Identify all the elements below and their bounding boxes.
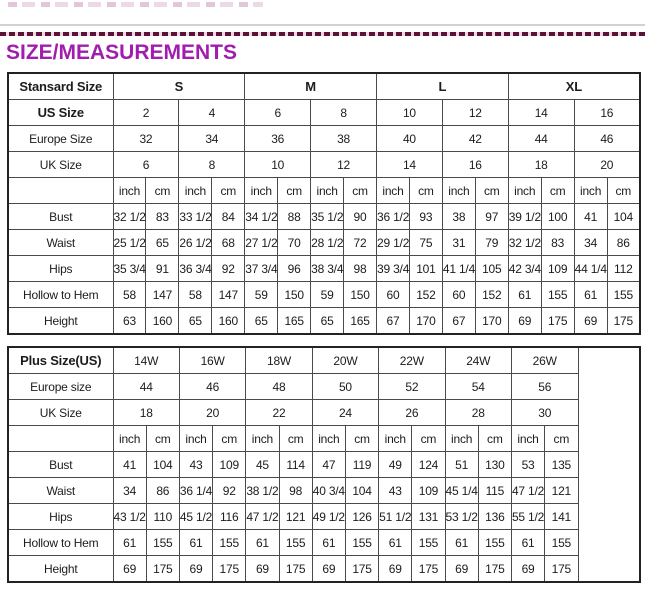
measurement-cell: 147: [146, 282, 179, 308]
size-cell: 12: [311, 152, 377, 178]
size-cell: 28: [445, 400, 511, 426]
measurement-cell: 152: [475, 282, 508, 308]
size-cell: 16: [574, 100, 640, 126]
measurement-cell: 38 3/4: [311, 256, 344, 282]
unit-header: inch: [179, 426, 212, 452]
measurement-cell: 67: [377, 308, 410, 335]
size-group-header: XL: [508, 73, 640, 100]
measurement-cell: 49: [379, 452, 412, 478]
measurement-cell: 165: [278, 308, 311, 335]
measurement-cell: 75: [409, 230, 442, 256]
size-cell: 38: [311, 126, 377, 152]
measurement-cell: 97: [475, 204, 508, 230]
unit-header: inch: [246, 426, 279, 452]
measurement-cell: 34: [574, 230, 607, 256]
size-cell: 46: [574, 126, 640, 152]
measurement-cell: 69: [379, 556, 412, 583]
measurement-cell: 65: [146, 230, 179, 256]
measurement-cell: 51 1/2: [379, 504, 412, 530]
measurement-cell: 101: [409, 256, 442, 282]
unit-header: inch: [445, 426, 478, 452]
size-cell: 48: [246, 374, 312, 400]
unit-header: inch: [179, 178, 212, 204]
measurement-cell: 155: [412, 530, 445, 556]
unit-header: cm: [412, 426, 445, 452]
unit-row-label: [8, 178, 113, 204]
unit-header: inch: [113, 426, 146, 452]
measurement-cell: 69: [445, 556, 478, 583]
size-cell: 6: [113, 152, 179, 178]
measurement-cell: 93: [409, 204, 442, 230]
size-cell: 24: [312, 400, 378, 426]
measurement-cell: 175: [146, 556, 179, 583]
empty-column-cell: [578, 347, 640, 582]
measurement-cell: 53 1/2: [445, 504, 478, 530]
measurement-cell: 130: [478, 452, 511, 478]
size-cell: 22: [246, 400, 312, 426]
unit-header: inch: [511, 426, 544, 452]
measurement-cell: 131: [412, 504, 445, 530]
measurement-cell: 155: [279, 530, 312, 556]
size-cell: 56: [511, 374, 578, 400]
measurement-cell: 175: [213, 556, 246, 583]
measurement-cell: 100: [541, 204, 574, 230]
measurement-cell: 47 1/2: [511, 478, 544, 504]
measurement-cell: 150: [278, 282, 311, 308]
page-title: SIZE/MEASUREMENTS: [6, 41, 238, 64]
measurement-cell: 150: [344, 282, 377, 308]
measurement-cell: 47: [312, 452, 345, 478]
measurement-cell: 36 1/4: [179, 478, 212, 504]
unit-header: cm: [478, 426, 511, 452]
measurement-cell: 175: [478, 556, 511, 583]
row-label: Hips: [8, 256, 113, 282]
measurement-cell: 61: [508, 282, 541, 308]
unit-header: cm: [475, 178, 508, 204]
size-cell: 46: [179, 374, 245, 400]
dashed-divider: [0, 32, 645, 36]
size-cell: 8: [311, 100, 377, 126]
unit-header: cm: [545, 426, 578, 452]
measurement-cell: 175: [279, 556, 312, 583]
size-cell: 6: [245, 100, 311, 126]
measurement-cell: 69: [179, 556, 212, 583]
measurement-cell: 59: [245, 282, 278, 308]
size-cell: 14: [377, 152, 443, 178]
measurement-cell: 43: [379, 478, 412, 504]
size-cell: 54: [445, 374, 511, 400]
measurement-cell: 170: [475, 308, 508, 335]
size-group-header: 16W: [179, 347, 245, 374]
standard-size-table: [7, 72, 641, 335]
measurement-cell: 175: [412, 556, 445, 583]
measurement-cell: 147: [212, 282, 245, 308]
measurement-cell: 69: [312, 556, 345, 583]
measurement-cell: 160: [212, 308, 245, 335]
divider-line: [0, 24, 645, 26]
measurement-cell: 45: [246, 452, 279, 478]
size-cell: 36: [245, 126, 311, 152]
measurement-cell: 175: [345, 556, 378, 583]
row-label: Europe Size: [8, 126, 113, 152]
measurement-cell: 155: [146, 530, 179, 556]
unit-header: cm: [212, 178, 245, 204]
measurement-cell: 53: [511, 452, 544, 478]
measurement-cell: 69: [574, 308, 607, 335]
measurement-cell: 25 1/2: [113, 230, 146, 256]
measurement-cell: 58: [179, 282, 212, 308]
measurement-cell: 31: [442, 230, 475, 256]
measurement-cell: 34: [113, 478, 146, 504]
measurement-cell: 124: [412, 452, 445, 478]
measurement-cell: 126: [345, 504, 378, 530]
measurement-cell: 155: [607, 282, 640, 308]
measurement-cell: 165: [344, 308, 377, 335]
size-group-header: 20W: [312, 347, 378, 374]
measurement-cell: 69: [508, 308, 541, 335]
measurement-cell: 29 1/2: [377, 230, 410, 256]
row-label: UK Size: [8, 400, 113, 426]
measurement-cell: 60: [442, 282, 475, 308]
measurement-cell: 61: [574, 282, 607, 308]
measurement-cell: 121: [545, 478, 578, 504]
size-group-header: L: [377, 73, 509, 100]
measurement-cell: 84: [212, 204, 245, 230]
measurement-cell: 79: [475, 230, 508, 256]
size-cell: 18: [113, 400, 179, 426]
unit-header: inch: [311, 178, 344, 204]
size-cell: 12: [442, 100, 508, 126]
size-cell: 20: [179, 400, 245, 426]
unit-header: cm: [146, 426, 179, 452]
measurement-cell: 152: [409, 282, 442, 308]
measurement-cell: 65: [179, 308, 212, 335]
measurement-cell: 38 1/2: [246, 478, 279, 504]
size-group-header: 14W: [113, 347, 179, 374]
size-cell: 10: [377, 100, 443, 126]
measurement-cell: 27 1/2: [245, 230, 278, 256]
measurement-cell: 47 1/2: [246, 504, 279, 530]
size-cell: 32: [113, 126, 179, 152]
unit-row-label: [8, 426, 113, 452]
measurement-cell: 35 1/2: [311, 204, 344, 230]
size-cell: 26: [379, 400, 445, 426]
measurement-cell: 115: [478, 478, 511, 504]
row-label: UK Size: [8, 152, 113, 178]
measurement-cell: 32 1/2: [113, 204, 146, 230]
unit-header: cm: [541, 178, 574, 204]
size-cell: 16: [442, 152, 508, 178]
measurement-cell: 61: [179, 530, 212, 556]
measurement-cell: 170: [409, 308, 442, 335]
measurement-cell: 61: [312, 530, 345, 556]
unit-header: inch: [574, 178, 607, 204]
size-cell: 10: [245, 152, 311, 178]
measurement-cell: 175: [545, 556, 578, 583]
measurement-cell: 160: [146, 308, 179, 335]
measurement-cell: 43: [179, 452, 212, 478]
measurement-cell: 155: [545, 530, 578, 556]
measurement-cell: 63: [113, 308, 146, 335]
unit-header: cm: [146, 178, 179, 204]
size-cell: 40: [377, 126, 443, 152]
measurement-cell: 41 1/4: [442, 256, 475, 282]
size-group-header: 24W: [445, 347, 511, 374]
size-cell: 50: [312, 374, 378, 400]
measurement-cell: 91: [146, 256, 179, 282]
measurement-cell: 44 1/4: [574, 256, 607, 282]
measurement-cell: 110: [146, 504, 179, 530]
unit-header: inch: [379, 426, 412, 452]
size-group-header: 22W: [379, 347, 445, 374]
unit-header: inch: [442, 178, 475, 204]
measurement-cell: 61: [246, 530, 279, 556]
measurement-cell: 61: [445, 530, 478, 556]
row-label: Europe size: [8, 374, 113, 400]
measurement-cell: 119: [345, 452, 378, 478]
measurement-cell: 116: [213, 504, 246, 530]
table-header-label: Stansard Size: [8, 73, 113, 100]
measurement-cell: 92: [213, 478, 246, 504]
measurement-cell: 175: [541, 308, 574, 335]
row-label: Height: [8, 556, 113, 583]
measurement-cell: 155: [541, 282, 574, 308]
unit-header: inch: [377, 178, 410, 204]
unit-header: cm: [344, 178, 377, 204]
size-group-header: 26W: [511, 347, 578, 374]
measurement-cell: 72: [344, 230, 377, 256]
size-cell: 14: [508, 100, 574, 126]
measurement-cell: 65: [311, 308, 344, 335]
row-label: Height: [8, 308, 113, 335]
measurement-cell: 61: [379, 530, 412, 556]
measurement-cell: 39 1/2: [508, 204, 541, 230]
size-cell: 4: [179, 100, 245, 126]
measurement-cell: 36 3/4: [179, 256, 212, 282]
measurement-cell: 114: [279, 452, 312, 478]
measurement-cell: 45 1/4: [445, 478, 478, 504]
measurement-cell: 88: [278, 204, 311, 230]
measurement-cell: 69: [113, 556, 146, 583]
unit-header: inch: [508, 178, 541, 204]
measurement-cell: 86: [607, 230, 640, 256]
measurement-cell: 45 1/2: [179, 504, 212, 530]
measurement-cell: 83: [541, 230, 574, 256]
measurement-cell: 41: [113, 452, 146, 478]
measurement-cell: 28 1/2: [311, 230, 344, 256]
measurement-cell: 155: [345, 530, 378, 556]
measurement-cell: 98: [344, 256, 377, 282]
size-group-header: 18W: [246, 347, 312, 374]
measurement-cell: 60: [377, 282, 410, 308]
measurement-cell: 92: [212, 256, 245, 282]
measurement-cell: 70: [278, 230, 311, 256]
row-label: Bust: [8, 452, 113, 478]
measurement-cell: 135: [545, 452, 578, 478]
row-label: Waist: [8, 230, 113, 256]
measurement-cell: 37 3/4: [245, 256, 278, 282]
size-cell: 18: [508, 152, 574, 178]
measurement-cell: 155: [478, 530, 511, 556]
measurement-cell: 121: [279, 504, 312, 530]
row-label: Hollow to Hem: [8, 530, 113, 556]
measurement-cell: 104: [607, 204, 640, 230]
unit-header: cm: [345, 426, 378, 452]
measurement-cell: 175: [607, 308, 640, 335]
unit-header: inch: [312, 426, 345, 452]
measurement-cell: 42 3/4: [508, 256, 541, 282]
size-cell: 44: [508, 126, 574, 152]
row-label: Bust: [8, 204, 113, 230]
measurement-cell: 109: [412, 478, 445, 504]
size-group-header: S: [113, 73, 245, 100]
measurement-cell: 65: [245, 308, 278, 335]
cut-off-text-strip: [8, 2, 263, 7]
measurement-cell: 36 1/2: [377, 204, 410, 230]
measurement-cell: 49 1/2: [312, 504, 345, 530]
measurement-cell: 61: [511, 530, 544, 556]
measurement-cell: 136: [478, 504, 511, 530]
measurement-cell: 55 1/2: [511, 504, 544, 530]
measurement-cell: 41: [574, 204, 607, 230]
measurement-cell: 69: [511, 556, 544, 583]
measurement-cell: 51: [445, 452, 478, 478]
measurement-cell: 104: [146, 452, 179, 478]
measurement-cell: 83: [146, 204, 179, 230]
measurement-cell: 26 1/2: [179, 230, 212, 256]
measurement-cell: 96: [278, 256, 311, 282]
measurement-cell: 68: [212, 230, 245, 256]
unit-header: cm: [607, 178, 640, 204]
measurement-cell: 35 3/4: [113, 256, 146, 282]
measurement-cell: 38: [442, 204, 475, 230]
size-cell: 52: [379, 374, 445, 400]
measurement-cell: 40 3/4: [312, 478, 345, 504]
measurement-cell: 86: [146, 478, 179, 504]
size-cell: 42: [442, 126, 508, 152]
size-cell: 34: [179, 126, 245, 152]
measurement-cell: 155: [213, 530, 246, 556]
table-header-label: Plus Size(US): [8, 347, 113, 374]
plus-size-table: [7, 346, 641, 583]
row-label: Hips: [8, 504, 113, 530]
measurement-cell: 58: [113, 282, 146, 308]
size-tables-container: [7, 72, 641, 583]
measurement-cell: 141: [545, 504, 578, 530]
size-cell: 30: [511, 400, 578, 426]
unit-header: inch: [113, 178, 146, 204]
measurement-cell: 67: [442, 308, 475, 335]
measurement-cell: 61: [113, 530, 146, 556]
size-cell: 2: [113, 100, 179, 126]
row-label: Hollow to Hem: [8, 282, 113, 308]
size-cell: 20: [574, 152, 640, 178]
unit-header: cm: [278, 178, 311, 204]
measurement-cell: 32 1/2: [508, 230, 541, 256]
unit-header: cm: [279, 426, 312, 452]
measurement-cell: 69: [246, 556, 279, 583]
size-cell: 44: [113, 374, 179, 400]
measurement-cell: 43 1/2: [113, 504, 146, 530]
measurement-cell: 105: [475, 256, 508, 282]
measurement-cell: 104: [345, 478, 378, 504]
measurement-cell: 34 1/2: [245, 204, 278, 230]
unit-header: cm: [213, 426, 246, 452]
measurement-cell: 112: [607, 256, 640, 282]
measurement-cell: 109: [541, 256, 574, 282]
unit-header: inch: [245, 178, 278, 204]
size-cell: 8: [179, 152, 245, 178]
measurement-cell: 39 3/4: [377, 256, 410, 282]
measurement-cell: 98: [279, 478, 312, 504]
measurement-cell: 90: [344, 204, 377, 230]
measurement-cell: 59: [311, 282, 344, 308]
row-label: Waist: [8, 478, 113, 504]
measurement-cell: 109: [213, 452, 246, 478]
measurement-cell: 33 1/2: [179, 204, 212, 230]
row-label: US Size: [8, 100, 113, 126]
size-group-header: M: [245, 73, 377, 100]
unit-header: cm: [409, 178, 442, 204]
